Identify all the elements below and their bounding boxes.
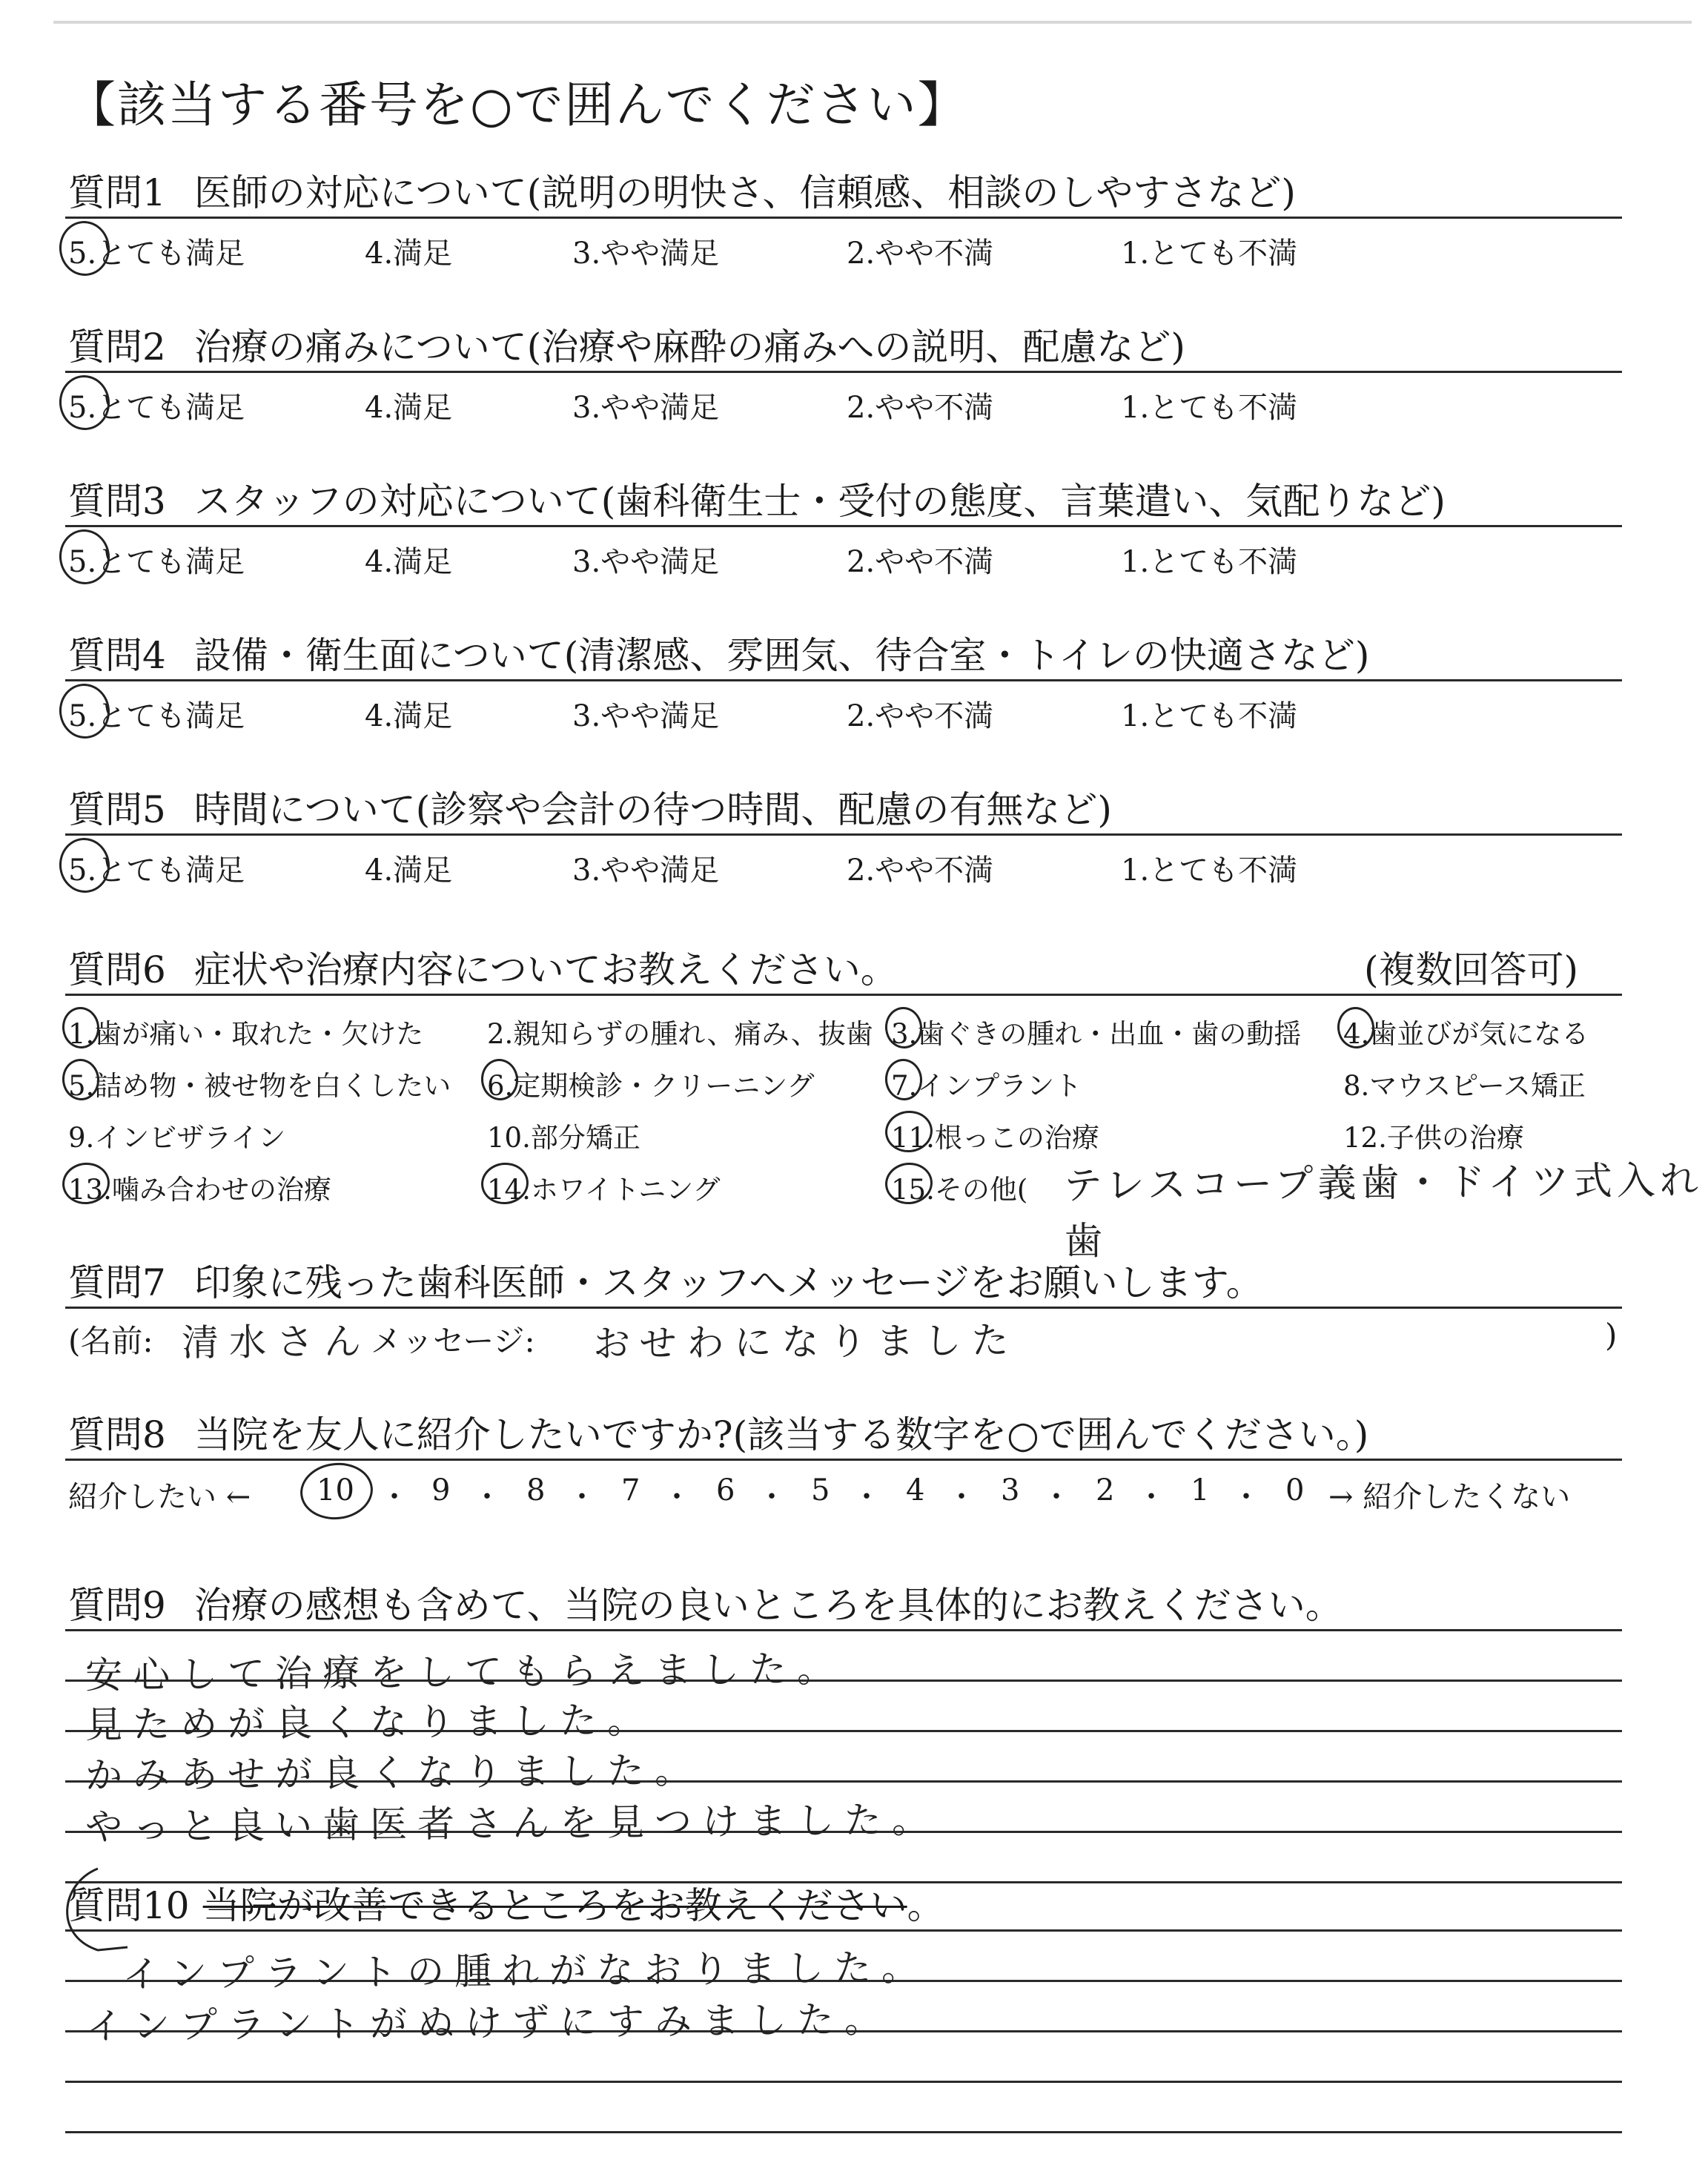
question-text: 時間について(診察や会計の待つ時間、配慮の有無など)	[193, 788, 1112, 831]
scale-separator: ・	[472, 1480, 502, 1514]
satisfaction-option[interactable]: 2.やや不満	[847, 237, 994, 271]
question-number: 質問6	[68, 948, 166, 991]
scale-separator: ・	[380, 1480, 409, 1514]
question-5-header	[68, 780, 1112, 833]
symptom-option[interactable]: 4.歯並びが気になる	[1343, 1018, 1589, 1050]
scale-separator: ・	[1231, 1480, 1261, 1514]
satisfaction-option[interactable]: 5.とても満足	[68, 699, 245, 733]
satisfaction-option[interactable]: 5.とても満足	[68, 853, 245, 888]
symptom-option[interactable]: 13.噛み合わせの治療	[68, 1174, 331, 1206]
question-rule	[65, 679, 1622, 681]
scale-value[interactable]: 10	[317, 1473, 354, 1507]
symptom-option[interactable]: 3.歯ぐきの腫れ・出血・歯の動揺	[891, 1018, 1302, 1050]
satisfaction-option[interactable]: 5.とても満足	[68, 391, 245, 425]
symptom-option[interactable]: 7.インプラント	[891, 1070, 1082, 1102]
satisfaction-option[interactable]: 2.やや不満	[847, 853, 994, 888]
question-number: 質問8	[68, 1413, 166, 1456]
question-text: 印象に残った歯科医師・スタッフへメッセージをお願いします。	[193, 1261, 1263, 1304]
symptom-option[interactable]: 9.インビザライン	[68, 1122, 286, 1154]
scale-value[interactable]: 5	[811, 1473, 830, 1507]
question-rule	[65, 994, 1622, 996]
question-number: 質問1	[68, 171, 166, 214]
question-rule	[65, 217, 1622, 219]
satisfaction-option[interactable]: 1.とても不満	[1121, 391, 1298, 425]
satisfaction-option[interactable]: 5.とても満足	[68, 545, 245, 579]
question-text: 当院を友人に紹介したいですか?(該当する数字を○で囲んでください。)	[193, 1413, 1369, 1456]
q9-answer-line: かみあせが良くなりました。	[85, 1748, 703, 1797]
satisfaction-option[interactable]: 3.やや満足	[572, 545, 720, 579]
scale-value[interactable]: 6	[716, 1473, 735, 1507]
symptom-option[interactable]: 8.マウスピース矯正	[1343, 1070, 1586, 1102]
scale-value[interactable]: 9	[431, 1473, 451, 1507]
question-text: 症状や治療内容についてお教えください。	[193, 948, 898, 991]
question-4-header	[68, 626, 1369, 679]
multiple-answer-note: (複数回答可)	[1364, 948, 1579, 991]
scale-separator: ・	[662, 1480, 692, 1514]
question-text-end: 。	[907, 1884, 944, 1927]
satisfaction-option[interactable]: 3.やや満足	[572, 699, 720, 733]
satisfaction-option[interactable]: 4.満足	[365, 545, 453, 579]
question-number: 質問5	[68, 788, 166, 831]
q10-answer-line: インプラントの腫れがなおりました。	[122, 1946, 930, 1996]
question-3-header	[68, 472, 1446, 525]
satisfaction-option[interactable]: 2.やや不満	[847, 391, 994, 425]
symptom-option[interactable]: 12.子供の治療	[1343, 1122, 1524, 1154]
scale-right-label: → 紹介したくない	[1328, 1480, 1571, 1514]
scale-value[interactable]: 2	[1096, 1473, 1115, 1507]
question-text: スタッフの対応について(歯科衛生士・受付の態度、言葉遣い、気配りなど)	[193, 480, 1446, 523]
question-rule	[65, 833, 1622, 836]
scale-separator: ・	[567, 1480, 597, 1514]
question-6-header	[68, 940, 898, 994]
question-text: 治療の痛みについて(治療や麻酔の痛みへの説明、配慮など)	[193, 326, 1185, 369]
other-answer: テレスコープ義歯・ドイツ式入れ歯	[1063, 1158, 1704, 1264]
satisfaction-option[interactable]: 1.とても不満	[1121, 699, 1298, 733]
satisfaction-option[interactable]: 3.やや満足	[572, 237, 720, 271]
question-rule	[65, 1459, 1622, 1461]
scale-separator: ・	[1042, 1480, 1071, 1514]
scale-left-label: 紹介したい ←	[68, 1480, 251, 1514]
symptom-option[interactable]: 14.ホワイトニング	[487, 1174, 721, 1206]
scale-value[interactable]: 8	[526, 1473, 546, 1507]
name-value: 清水さん	[181, 1319, 372, 1365]
satisfaction-option[interactable]: 4.満足	[365, 391, 453, 425]
symptom-option[interactable]: 10.部分矯正	[487, 1122, 640, 1154]
satisfaction-option[interactable]: 1.とても不満	[1121, 853, 1298, 888]
question-10-header	[68, 1876, 944, 1929]
scale-separator: ・	[947, 1480, 976, 1514]
message-label: メッセージ:	[371, 1323, 535, 1359]
question-1-header	[68, 163, 1296, 217]
question-8-header	[68, 1405, 1368, 1459]
question-text: 治療の感想も含めて、当院の良いところを具体的にお教えください。	[193, 1584, 1343, 1627]
satisfaction-option[interactable]: 4.満足	[365, 237, 453, 271]
satisfaction-option[interactable]: 3.やや満足	[572, 391, 720, 425]
symptom-option[interactable]: 5.詰め物・被せ物を白くしたい	[68, 1070, 451, 1102]
satisfaction-option[interactable]: 2.やや不満	[847, 545, 994, 579]
q10-answer-line: インプラントがぬけずにすみました。	[85, 1998, 893, 2048]
top-border	[53, 21, 1692, 24]
question-7-header	[68, 1253, 1263, 1307]
q9-answer-line: 見ためが良くなりました。	[85, 1698, 655, 1747]
question-2-header	[68, 317, 1185, 371]
question-number: 質問2	[68, 326, 166, 369]
scale-value[interactable]: 0	[1285, 1473, 1305, 1507]
scale-separator: ・	[757, 1480, 787, 1514]
question-text: 設備・衛生面について(清潔感、雰囲気、待合室・トイレの快適さなど)	[193, 634, 1370, 677]
question-number: 質問3	[68, 480, 166, 523]
question-number: 質問10	[68, 1884, 190, 1927]
selection-circle	[297, 1459, 375, 1523]
satisfaction-option[interactable]: 1.とても不満	[1121, 237, 1298, 271]
q9-answer-line: やっと良い歯医者さんを見つけました。	[85, 1797, 940, 1849]
symptom-option[interactable]: 15.その他(	[891, 1174, 1028, 1206]
satisfaction-option[interactable]: 4.満足	[365, 699, 453, 733]
satisfaction-option[interactable]: 1.とても不満	[1121, 545, 1298, 579]
scale-separator: ・	[852, 1480, 881, 1514]
scale-value[interactable]: 7	[621, 1473, 640, 1507]
symptom-option[interactable]: 1.歯が痛い・取れた・欠けた	[68, 1018, 424, 1050]
scale-separator: ・	[1136, 1480, 1166, 1514]
question-rule	[65, 371, 1622, 373]
scale-value[interactable]: 1	[1191, 1473, 1210, 1507]
symptom-option[interactable]: 11.根っこの治療	[891, 1122, 1099, 1154]
satisfaction-option[interactable]: 3.やや満足	[572, 853, 720, 888]
q9-answer-line: 安心して治療をしてもらえました。	[85, 1647, 845, 1697]
form-title: 【該当する番号を○で囲んでください】	[67, 76, 968, 133]
question-text: 医師の対応について(説明の明快さ、信頼感、相談のしやすさなど)	[193, 171, 1296, 214]
question-number: 質問9	[68, 1584, 166, 1627]
question-number: 質問4	[68, 634, 166, 677]
message-value: おせわになりました	[592, 1318, 1019, 1366]
scale-value[interactable]: 4	[906, 1473, 925, 1507]
close-paren: )	[1605, 1317, 1618, 1353]
satisfaction-option[interactable]: 2.やや不満	[847, 699, 994, 733]
question-9-header	[68, 1576, 1343, 1629]
question-text: 当院が改善できるところをお教えください	[202, 1884, 907, 1927]
question-rule	[65, 525, 1622, 527]
satisfaction-option[interactable]: 5.とても満足	[68, 237, 245, 271]
question-number: 質問7	[68, 1261, 166, 1304]
symptom-option[interactable]: 6.定期検診・クリーニング	[487, 1070, 815, 1102]
name-label: (名前:	[68, 1323, 153, 1359]
question-rule	[65, 1307, 1622, 1309]
scale-value[interactable]: 3	[1001, 1473, 1020, 1507]
symptom-option[interactable]: 2.親知らずの腫れ、痛み、抜歯	[487, 1018, 873, 1050]
satisfaction-option[interactable]: 4.満足	[365, 853, 453, 888]
